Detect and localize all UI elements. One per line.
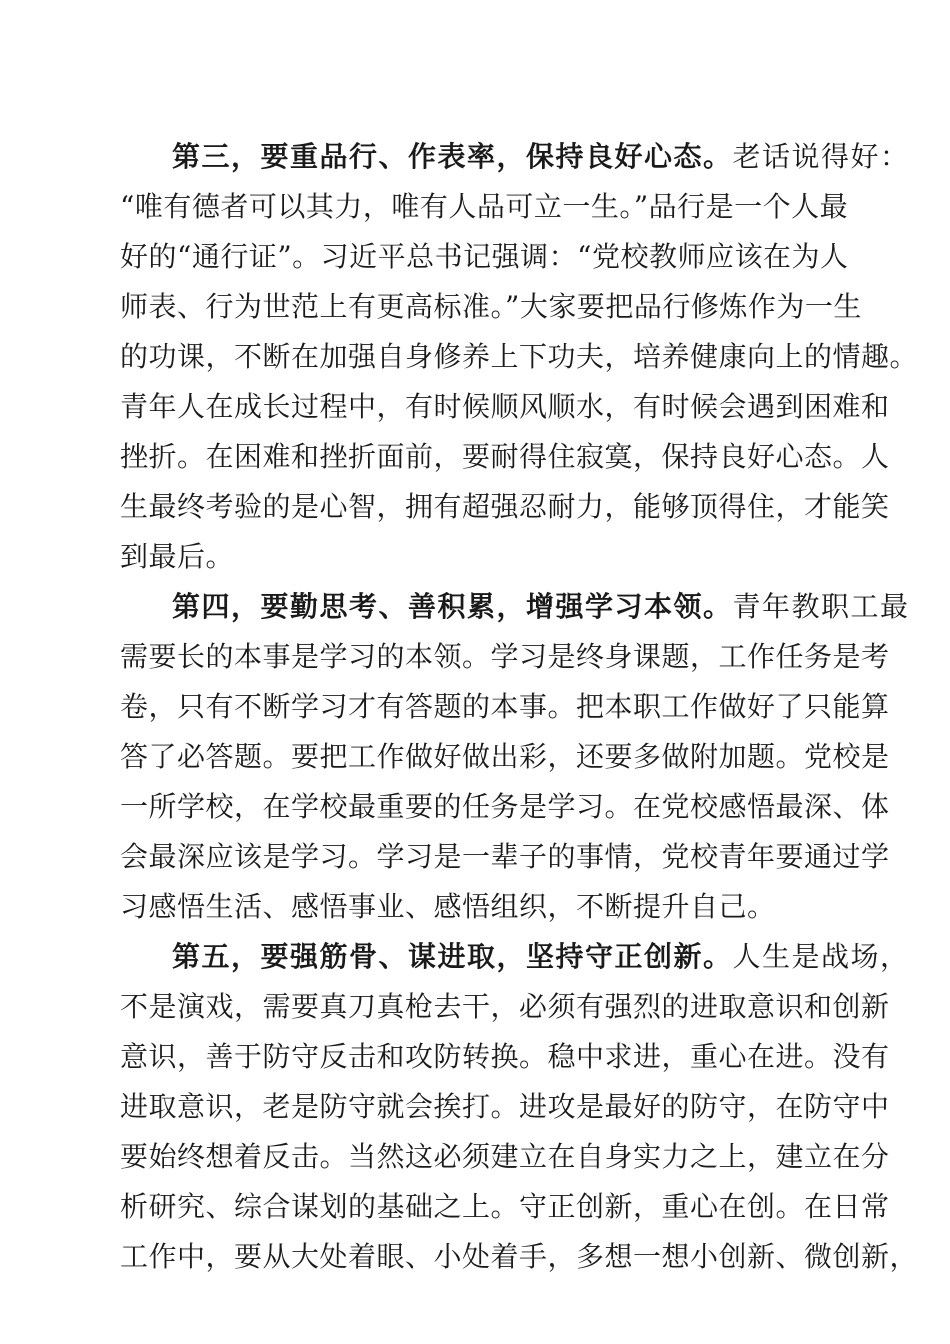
paragraph-3-line-2: 不是演戏，需要真刀真枪去干，必须有强烈的进取意识和创新 — [120, 990, 890, 1023]
paragraph-3-line-1 — [172, 934, 910, 980]
paragraph-3-line-7: 工作中，要从大处着眼、小处着手，多想一想小创新、微创新， — [120, 1240, 919, 1273]
paragraph-1-line-1 — [172, 134, 910, 180]
paragraph-3-line-3: 意识，善于防守反击和攻防转换。稳中求进，重心在进。没有 — [120, 1040, 890, 1073]
paragraph-3-line-4: 进取意识，老是防守就会挨打。进攻是最好的防守，在防守中 — [120, 1090, 890, 1123]
paragraph-2-line-6: 会最深应该是学习。学习是一辈子的事情，党校青年要通过学 — [120, 840, 890, 873]
paragraph-1-line-5: 的功课，不断在加强自身修养上下功夫，培养健康向上的情趣。 — [120, 340, 919, 373]
paragraph-2-line-5: 一所学校，在学校最重要的任务是学习。在党校感悟最深、体 — [120, 790, 890, 823]
paragraph-2-line-4: 答了必答题。要把工作做好做出彩，还要多做附加题。党校是 — [120, 740, 890, 773]
paragraph-1-line-6: 青年人在成长过程中，有时候顺风顺水，有时候会遇到困难和 — [120, 390, 890, 423]
paragraph-2-line-1 — [172, 584, 910, 630]
paragraph-1-line-2: “唯有德者可以其力，唯有人品可立一生。”品行是一个人最 — [120, 190, 849, 223]
paragraph-2-line-7: 习感悟生活、感悟事业、感悟组织，不断提升自己。 — [120, 890, 776, 923]
paragraph-2-line-2: 需要长的本事是学习的本领。学习是终身课题，工作任务是考 — [120, 640, 890, 673]
paragraph-1-line-3: 好的“通行证”。习近平总书记强调：“党校教师应该在为人 — [120, 240, 849, 273]
paragraph-2-heading: 第四，要勤思考、善积累，增强学习本领。 — [172, 590, 733, 623]
paragraph-1-line-7: 挫折。在困难和挫折面前，要耐得住寂寞，保持良好心态。人 — [120, 440, 890, 473]
paragraph-1-line-8: 生最终考验的是心智，拥有超强忍耐力，能够顶得住，才能笑 — [120, 490, 890, 523]
paragraph-1-heading: 第三，要重品行、作表率，保持良好心态。 — [172, 140, 733, 173]
paragraph-1-line-4: 师表、行为世范上有更高标准。”大家要把品行修炼作为一生 — [120, 290, 862, 323]
paragraph-3-text: 人生是战场， — [732, 940, 910, 973]
paragraph-3-heading: 第五，要强筋骨、谋进取，坚持守正创新。 — [172, 940, 733, 973]
paragraph-2-line-3: 卷，只有不断学习才有答题的本事。把本职工作做好了只能算 — [120, 690, 890, 723]
paragraph-1-text: 老话说得好： — [732, 140, 910, 173]
paragraph-3-line-6: 析研究、综合谋划的基础之上。守正创新，重心在创。在日常 — [120, 1190, 890, 1223]
paragraph-2-text: 青年教职工最 — [732, 590, 910, 623]
paragraph-3-line-5: 要始终想着反击。当然这必须建立在自身实力之上，建立在分 — [120, 1140, 890, 1173]
paragraph-1-line-9: 到最后。 — [120, 540, 235, 573]
